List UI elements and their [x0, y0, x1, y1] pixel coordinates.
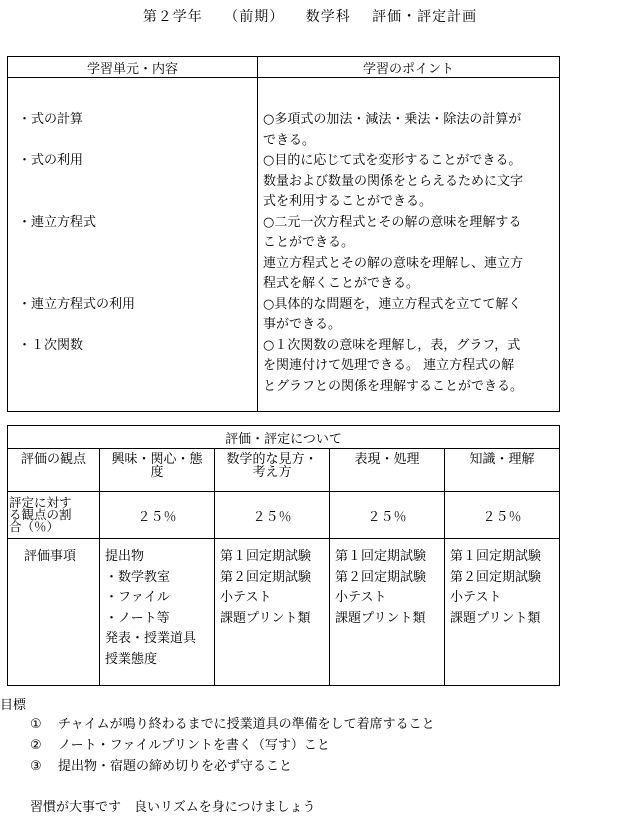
unit-item: ・連立方程式: [18, 214, 97, 230]
unit-item: ・式の計算: [18, 112, 84, 127]
item-line: 課題プリント類: [335, 610, 426, 626]
item-line: ・数学教室: [105, 569, 171, 585]
goals-title: 目標: [0, 698, 27, 713]
item-line: ・ノート等: [105, 610, 170, 626]
point-line: ○１次関数の意味を理解し，表，グラフ，式: [263, 337, 521, 353]
item-line: 発表・授業道具: [105, 631, 197, 646]
pct-cell: ２５％: [215, 492, 330, 539]
unit-item: ・１次関数: [18, 337, 84, 353]
point-item: [263, 295, 555, 336]
pct-label-line: 合（％）: [9, 519, 60, 534]
pct-label: [8, 492, 100, 539]
view-line: 数学的な見方・: [226, 452, 318, 467]
item-line: ・ファイル: [105, 590, 170, 605]
point-column: [258, 78, 560, 412]
items-cell: [100, 539, 215, 686]
point-line: ○多項式の加法・減法・乗法・除法の計算が: [263, 112, 522, 127]
point-line: 式を利用することができる。: [263, 194, 433, 209]
items-cell: [215, 539, 330, 686]
view-label: 評価の観点: [8, 449, 100, 492]
items-row: [8, 539, 560, 686]
view-cell: [215, 449, 330, 492]
unit-item: ・式の利用: [18, 153, 84, 168]
item-line: 小テスト: [335, 590, 387, 605]
eval-table: [7, 425, 560, 686]
item-line: 第１回定期試験: [220, 549, 312, 564]
pct-label-line: 評定に対す: [9, 495, 72, 510]
point-line: 連立方程式とその解の意味を理解し、連立方: [263, 255, 524, 271]
point-line: ○目的に応じて式を変形することができる。: [263, 153, 522, 168]
item-line: 課題プリント類: [450, 610, 541, 626]
item-line: 第２回定期試験: [450, 569, 542, 585]
pct-cell: ２５％: [330, 492, 445, 539]
view-line: 考え方: [252, 465, 292, 480]
point-line: ○二元一次方程式とその解の意味を理解する: [263, 214, 522, 230]
pct-cell: ２５％: [445, 492, 560, 539]
title-plan: 評価・評定計画: [372, 9, 478, 25]
pct-label-line: る観点の割: [9, 507, 72, 522]
goal-text: チャイムが鳴り終わるまでに授業道具の準備をして着席すること: [58, 717, 435, 732]
unit-item: ・連立方程式の利用: [18, 296, 136, 312]
unit-table-body: [8, 78, 560, 412]
item-line: 小テスト: [220, 590, 272, 605]
point-line: 事ができる。: [263, 317, 342, 332]
point-item: [263, 110, 555, 151]
item-line: 課題プリント類: [220, 610, 311, 626]
eval-header: 評価・評定について: [8, 426, 560, 449]
point-item: [263, 151, 555, 213]
title-term: （前期）: [224, 9, 285, 25]
items-cell: [330, 539, 445, 686]
point-item: [263, 213, 555, 295]
pct-cell: ２５％: [100, 492, 215, 539]
unit-column: [8, 78, 258, 412]
page-title: [0, 6, 620, 26]
header-unit: 学習単元・内容: [8, 57, 258, 78]
unit-table-header: [8, 57, 560, 78]
view-cell: [330, 449, 445, 492]
item-line: 授業態度: [105, 651, 158, 667]
point-item: [263, 336, 555, 398]
goal-item: [30, 713, 435, 732]
view-row: [8, 449, 560, 492]
goal-item: [30, 755, 292, 774]
view-line: 表現・処理: [354, 452, 420, 467]
title-grade: 第２学年: [142, 9, 203, 25]
view-line: 知識・理解: [469, 452, 535, 467]
item-line: 第１回定期試験: [335, 549, 427, 564]
goal-number: ①: [30, 717, 42, 732]
goal-item: [30, 734, 330, 753]
item-line: 小テスト: [450, 590, 502, 605]
point-line: とグラフとの関係を理解することができる。: [263, 378, 524, 394]
goal-number: ②: [30, 738, 42, 753]
point-line: 程式を解くことができる。: [263, 276, 420, 291]
item-line: 第１回定期試験: [450, 549, 542, 564]
point-line: ○具体的な問題を，連立方程式を立てて解く: [263, 296, 522, 312]
goal-text: 提出物・宿題の締め切りを必ず守ること: [58, 759, 293, 774]
items-cell: [445, 539, 560, 686]
point-line: を関連付けて処理できる。 連立方程式の解: [263, 358, 515, 373]
item-line: 提出物: [105, 549, 145, 564]
footer-message: 習慣が大事です 良いリズムを身につけましょう: [30, 800, 316, 815]
point-line: 数量および数量の関係をとらえるために文字: [263, 173, 524, 189]
pct-row: [8, 492, 560, 539]
goal-text: ノート・ファイルプリントを書く（写す）こと: [58, 738, 330, 753]
item-line: 第２回定期試験: [335, 569, 427, 585]
unit-table: [7, 56, 560, 412]
item-line: 第２回定期試験: [220, 569, 312, 585]
view-line: 興味・関心・態: [111, 452, 203, 467]
header-point: 学習のポイント: [258, 57, 560, 78]
view-cell: [100, 449, 215, 492]
view-cell: [445, 449, 560, 492]
title-subject: 数学科: [305, 9, 351, 25]
goal-number: ③: [30, 759, 42, 774]
point-line: できる。: [263, 132, 316, 148]
point-line: ことができる。: [263, 235, 355, 250]
items-label: 評価事項: [8, 539, 100, 686]
view-line: 度: [150, 465, 164, 480]
